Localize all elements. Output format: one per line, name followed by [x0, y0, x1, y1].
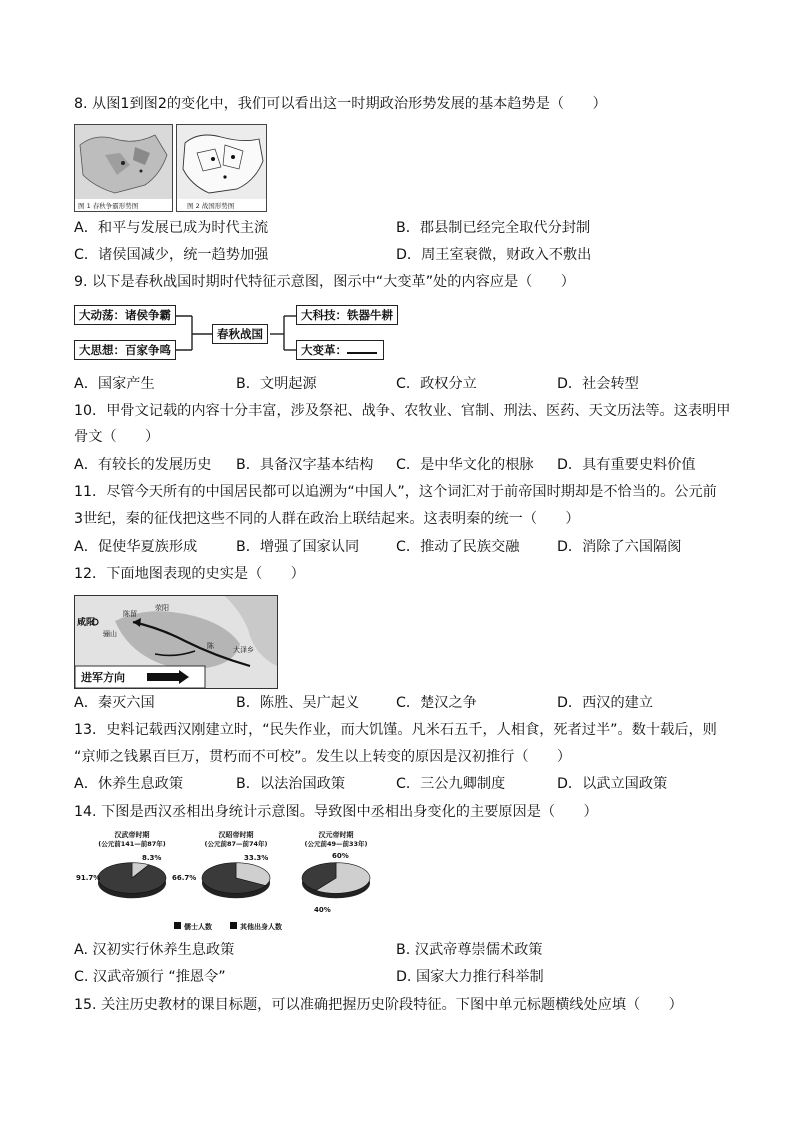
chancellor-origin-pie-charts — [74, 828, 384, 936]
q8-option-c[interactable]: C．诸侯国减少，统一趋势加强 — [74, 247, 269, 263]
q10-option-c[interactable]: C．是中华文化的根脉 — [396, 457, 534, 473]
q8-fig1-caption: 图 1 春秋争霸形势图 — [78, 202, 139, 210]
q8-option-b[interactable]: B．郡县制已经完全取代分封制 — [396, 220, 591, 236]
q12-map — [74, 595, 278, 689]
pie-2-subtitle: (公元前49—前33年) — [304, 840, 368, 848]
q10-stem-line1: 10．甲骨文记载的内容十分丰富，涉及祭祀、战争、农牧业、官制、刑法、医药、天文历法等。这表明甲 — [74, 403, 731, 419]
q15-stem: 15. 关注历史教材的课目标题，可以准确把握历史阶段特征。下图中单元标题横线处应填（ ） — [74, 997, 683, 1013]
q14-pie-charts — [74, 828, 384, 936]
pie-0-label-1: 91.7% — [76, 874, 101, 882]
q14-option-b[interactable]: B. 汉武帝尊崇儒术政策 — [396, 942, 543, 958]
q9-option-b[interactable]: B．文明起源 — [236, 376, 317, 392]
q10-option-b[interactable]: B．具备汉字基本结构 — [236, 457, 374, 473]
q11-option-a[interactable]: A．促使华夏族形成 — [74, 539, 198, 555]
q11-stem-line2: 3世纪，秦的征伐把这些不同的人群在政治上联结起来。这表明秦的统一（ ） — [74, 511, 580, 527]
q9-box-reform-label: 大变革： — [301, 343, 347, 357]
q13-stem-line2: “京师之钱累百巨万，贯朽而不可校”。发生以上转变的原因是汉初推行（ ） — [74, 749, 572, 765]
chen-label: 陈 — [207, 642, 214, 650]
q14-option-d[interactable]: D. 国家大力推行科举制 — [396, 969, 544, 985]
map-legend-label: 进军方向 — [81, 671, 125, 684]
pie-0-subtitle: (公元前141—前87年) — [98, 840, 166, 848]
q13-option-a[interactable]: A．休养生息政策 — [74, 776, 184, 792]
chenliu-label: 陈留 — [123, 610, 137, 618]
dazexiang-label: 大泽乡 — [233, 646, 254, 654]
q11-option-b[interactable]: B．增强了国家认同 — [236, 539, 360, 555]
legend-label-other: 其他出身人数 — [240, 923, 282, 931]
q11-stem-line1: 11．尽管今天所有的中国居民都可以追溯为“中国人”，这个词汇对于前帝国时期却是不恰当的。公元前 — [74, 484, 717, 500]
warring-states-map-image — [177, 125, 266, 211]
q8-figure1-map — [74, 124, 173, 212]
q12-option-c[interactable]: C．楚汉之争 — [396, 695, 477, 711]
q9-option-d[interactable]: D．社会转型 — [557, 376, 639, 392]
q14-option-c[interactable]: C. 汉武帝颁行 “推恩令” — [74, 969, 226, 985]
xianyang-label: 咸阳 — [77, 618, 96, 628]
pie-0-title: 汉武帝时期 — [114, 831, 150, 839]
q8-fig2-caption: 图 2 战国形势图 — [187, 202, 235, 210]
pie-2-label-1: 40% — [314, 906, 331, 914]
xingyang-label: 荥阳 — [155, 604, 169, 612]
q8-figure2-map — [176, 124, 267, 212]
q13-option-c[interactable]: C．三公九卿制度 — [396, 776, 506, 792]
pie-1-title: 汉昭帝时期 — [218, 831, 254, 839]
q12-option-b[interactable]: B．陈胜、吴广起义 — [236, 695, 360, 711]
q8-option-d[interactable]: D．周王室衰微，财政入不敷出 — [396, 247, 592, 263]
q14-option-a[interactable]: A. 汉初实行休养生息政策 — [74, 942, 235, 958]
q9-blank-line — [347, 342, 377, 354]
q9-box-technology: 大科技：铁器牛耕 — [296, 305, 398, 325]
q13-stem-line1: 13．史料记载西汉刚建立时，“民失作业，而大饥馑。凡米石五千，人相食，死者过半”。数十载后，则 — [74, 722, 717, 738]
q9-box-thought: 大思想：百家争鸣 — [74, 340, 176, 360]
spring-autumn-map-image — [75, 125, 172, 211]
q10-stem-line2: 骨文（ ） — [74, 429, 160, 445]
q11-option-d[interactable]: D．消除了六国隔阂 — [557, 539, 682, 555]
q12-option-d[interactable]: D．西汉的建立 — [557, 695, 654, 711]
uprising-route-map-image — [75, 596, 277, 688]
q13-option-b[interactable]: B．以法治国政策 — [236, 776, 346, 792]
q9-box-reform — [296, 340, 384, 360]
q9-option-c[interactable]: C．政权分立 — [396, 376, 477, 392]
q10-option-d[interactable]: D．具有重要史料价值 — [557, 457, 696, 473]
pie-0-slice-1 — [98, 863, 166, 894]
q13-option-d[interactable]: D．以武立国政策 — [557, 776, 668, 792]
q11-option-c[interactable]: C．推动了民族交融 — [396, 539, 520, 555]
q9-diagram — [74, 302, 393, 366]
q9-box-center: 春秋战国 — [212, 324, 268, 344]
q9-box-turmoil: 大动荡：诸侯争霸 — [74, 305, 176, 325]
pie-1-label-0: 33.3% — [244, 854, 269, 862]
legend-swatch-confucian — [174, 922, 181, 929]
pie-1-subtitle: (公元前87—前74年) — [204, 840, 268, 848]
lishan-label: 骊山 — [103, 630, 117, 638]
q9-stem: 9. 以下是春秋战国时期时代特征示意图，图示中“大变革”处的内容应是（ ） — [74, 274, 575, 290]
q12-option-a[interactable]: A．秦灭六国 — [74, 695, 155, 711]
pie-2-title: 汉元帝时期 — [318, 831, 354, 839]
pie-2-label-0: 60% — [332, 852, 349, 860]
legend-swatch-other — [230, 922, 237, 929]
pie-1-label-1: 66.7% — [172, 874, 197, 882]
q14-stem: 14. 下图是西汉丞相出身统计示意图。导致图中丞相出身变化的主要原因是（ ） — [74, 804, 598, 820]
q8-stem: 8. 从图1到图2的变化中，我们可以看出这一时期政治形势发展的基本趋势是（ ） — [74, 96, 607, 112]
q9-option-a[interactable]: A．国家产生 — [74, 376, 155, 392]
q10-option-a[interactable]: A．有较长的发展历史 — [74, 457, 212, 473]
q8-option-a[interactable]: A．和平与发展已成为时代主流 — [74, 220, 269, 236]
legend-label-confucian: 儒士人数 — [184, 923, 212, 931]
pie-0-label-0: 8.3% — [142, 854, 162, 862]
q12-stem: 12．下面地图表现的史实是（ ） — [74, 566, 305, 582]
